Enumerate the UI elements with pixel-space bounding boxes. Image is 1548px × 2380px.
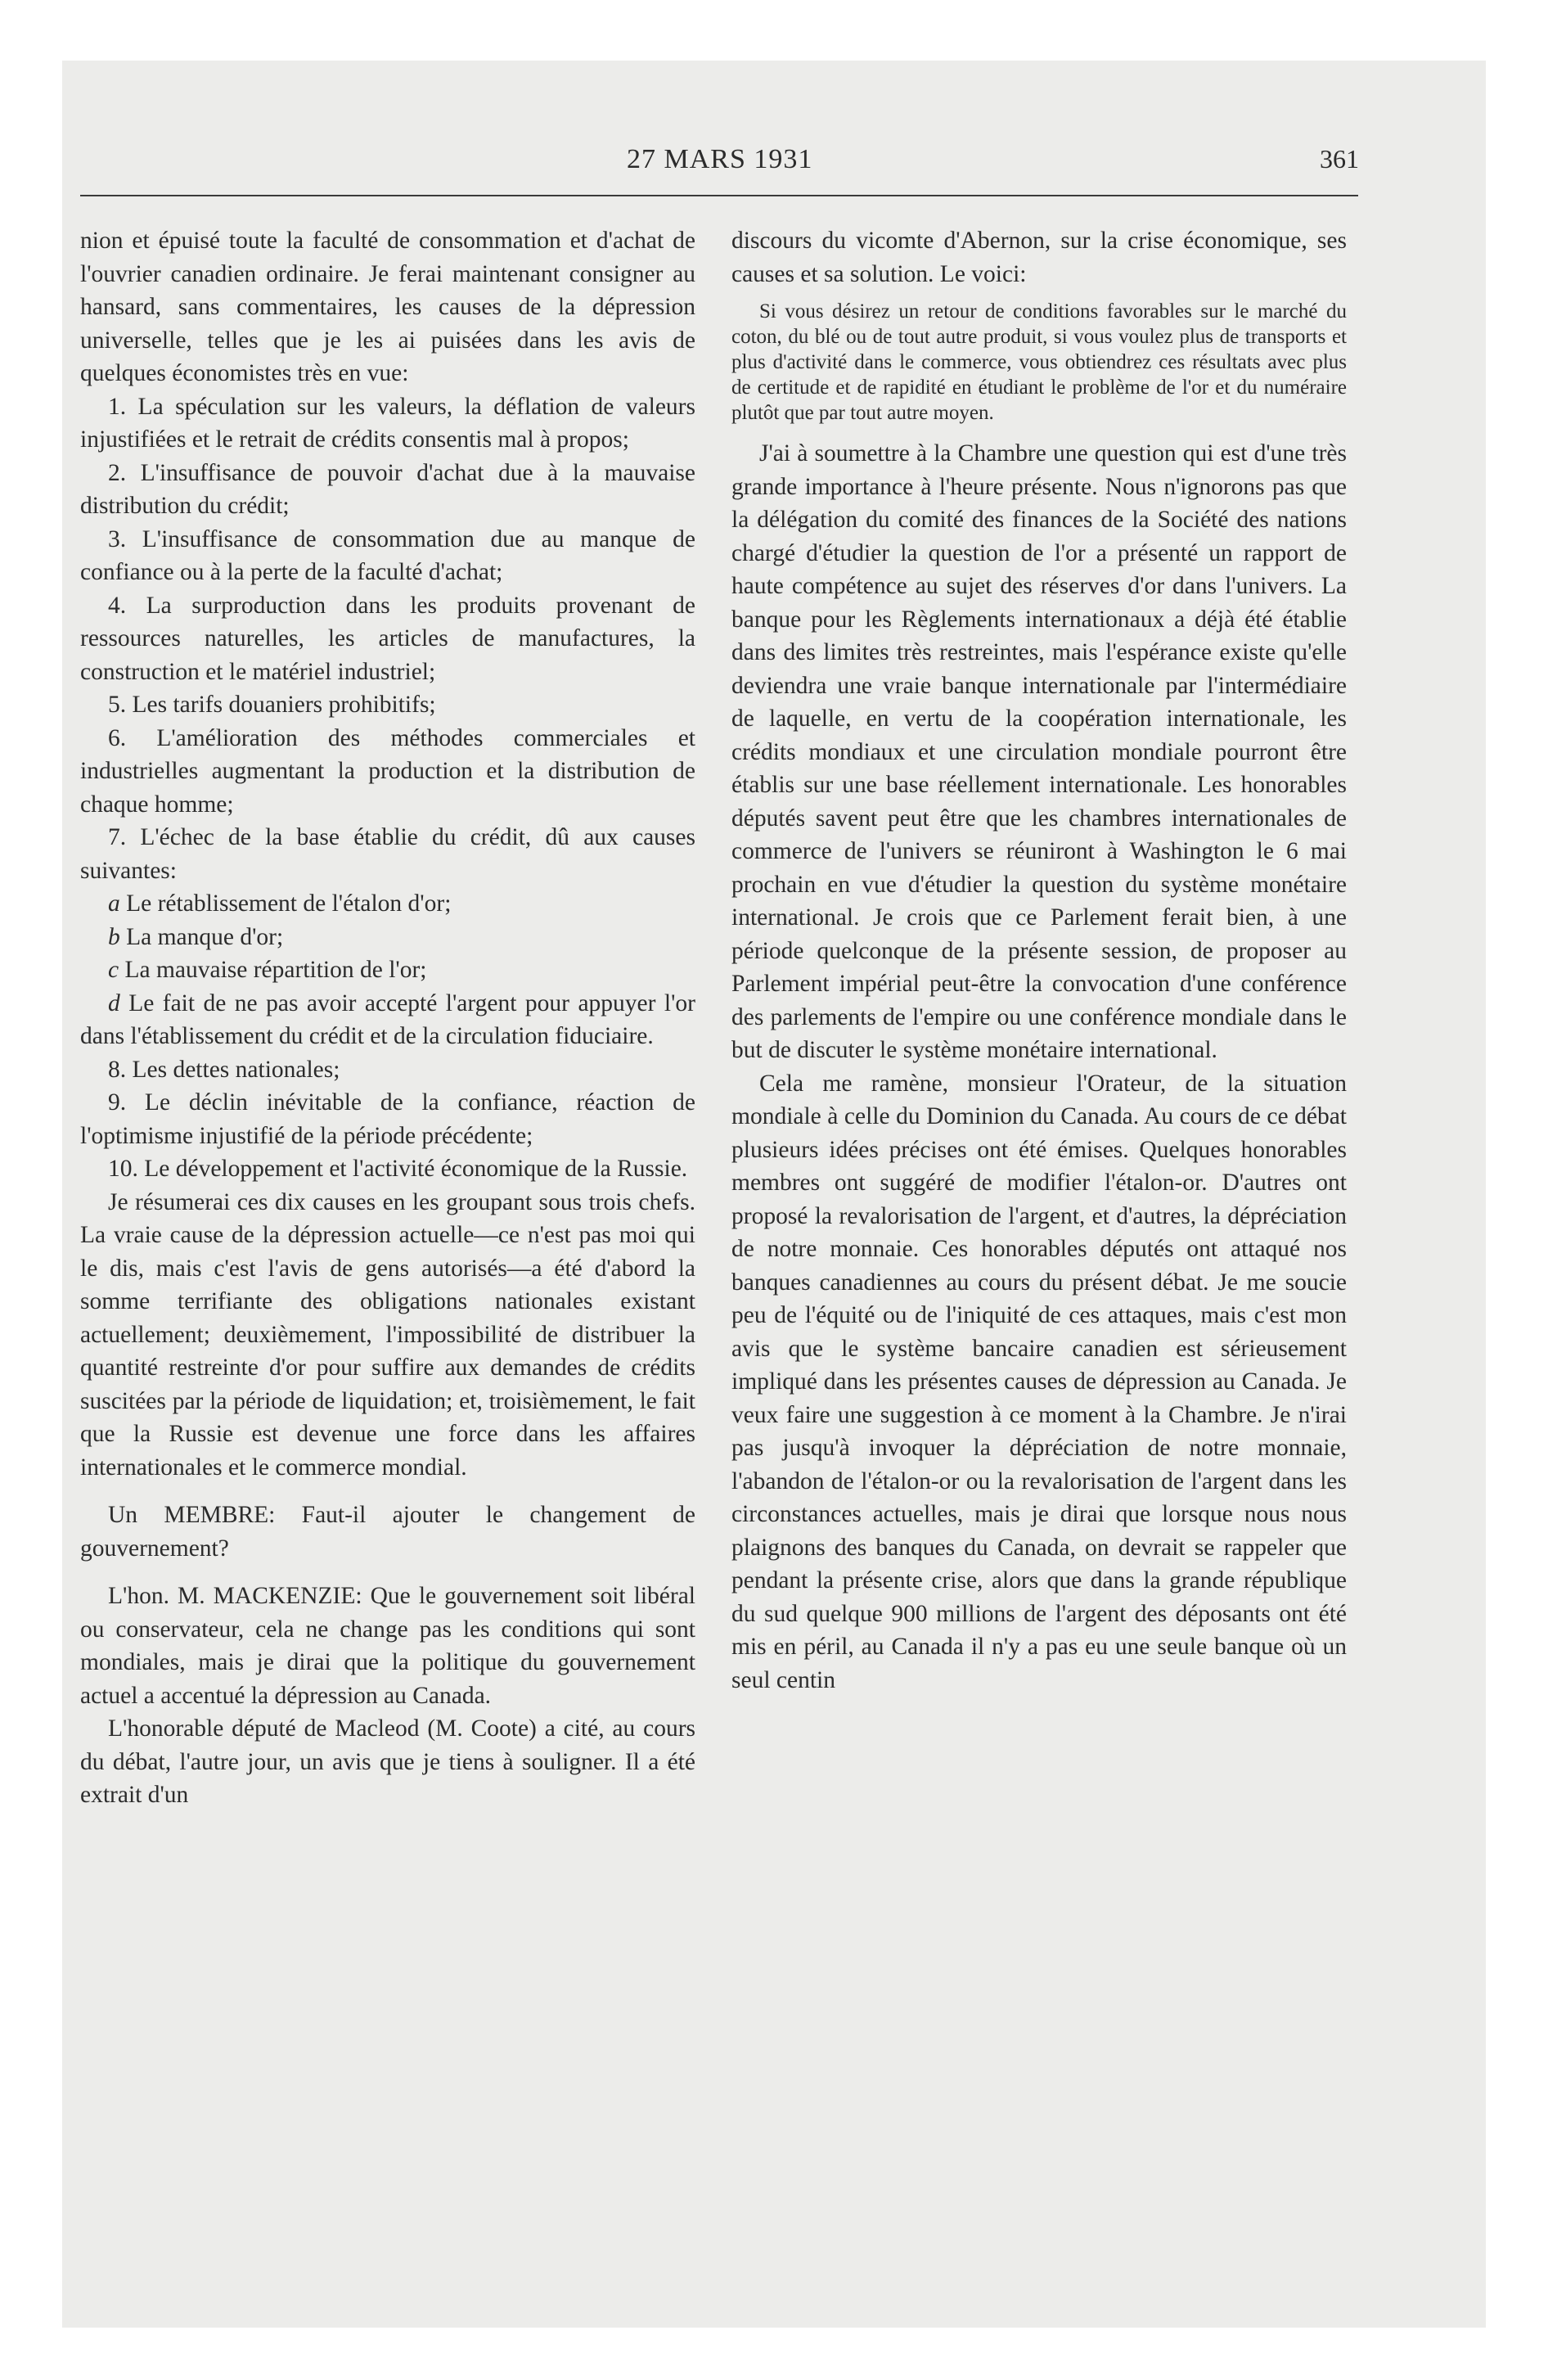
page-sheet (62, 61, 1486, 2328)
sub-item-letter: a (108, 890, 120, 917)
sub-item (80, 887, 695, 921)
list-item: 9. Le déclin inévitable de la confiance, réaction de l'optimisme injustifié de la période précédente; (80, 1089, 695, 1149)
page-date: 27 MARS 1931 (627, 144, 813, 174)
paragraph: Cela me ramène, monsieur l'Orateur, de la situation mondiale à celle du Dominion du Canada. Au cours de ce débat plusieurs idées précises ont été émises. Quelques honorables membres ont suggéré de modifier l'étalon-or. D'autres ont proposé la revalorisation de l'argent, et d'autres, la dépréciation de notre monnaie. Ces honorables députés ont attaqué nos banques canadiennes au cours du présent débat. Je me soucie peu de l'équité ou de l'iniquité de ces attaques, mais c'est mon avis que le système bancaire canadien est sérieusement impliqué dans les présentes causes de dépression au Canada. Je veux faire une suggestion à ce moment à la Chambre. Je n'irai pas jusqu'à invoquer la dépréciation de notre monnaie, l'abandon de l'étalon-or ou la revalorisation de l'argent dans les circonstances actuelles, mais je dirai que lorsque nous nous plaignons des banques du Canada, on devrait se rappeler que pendant la présente crise, alors que dans la grande république du sud quelque 900 millions de l'argent des déposants ont été mis en péril, au Canada il n'y a pas eu une seule banque où un seul centin (731, 1070, 1347, 1693)
page-number: 361 (1320, 144, 1359, 174)
left-column (80, 224, 695, 2213)
paragraph: L'honorable député de Macleod (M. Coote) a cité, au cours du débat, l'autre jour, un avis que je tiens à souligner. Il a été extrait d'un (80, 1715, 695, 1808)
sub-item (80, 953, 695, 987)
list-item: 4. La surproduction dans les produits provenant de ressources naturelles, les articles de manufactures, la construction et le matériel industriel; (80, 592, 695, 685)
sub-item-text: La manque d'or; (119, 923, 284, 950)
paragraph: L'hon. M. MACKENZIE: Que le gouvernement soit libéral ou conservateur, cela ne change pas les conditions qui sont mondiales, mais je dirai que la politique du gouvernement actuel a accentué la dépression au Canada. (80, 1583, 695, 1709)
list-item: 6. L'amélioration des méthodes commerciales et industrielles augmentant la production et la distribution de chaque homme; (80, 724, 695, 818)
list-item: 10. Le développement et l'activité économique de la Russie. (108, 1156, 688, 1182)
block-quote: Si vous désirez un retour de conditions favorables sur le marché du coton, du blé ou de tout autre produit, si vous voulez plus de transports et plus d'activité dans le commerce, vous obtiendrez ces résultats avec plus de certitude et de rapidité en étudiant le problème de l'or et du numéraire plutôt que par tout autre moyen. (731, 300, 1347, 424)
paragraph: Un MEMBRE: Faut-il ajouter le changement de gouvernement? (80, 1502, 695, 1562)
list-item: 7. L'échec de la base établie du crédit, dû aux causes suivantes: (80, 824, 695, 884)
sub-item-text: Le fait de ne pas avoir accepté l'argent pour appuyer l'or dans l'établissement du crédit et de la circulation fiduciaire. (80, 989, 695, 1049)
sub-item (80, 921, 695, 954)
page-header (62, 144, 1486, 193)
list-item: 8. Les dettes nationales; (108, 1056, 340, 1083)
sub-item-letter: c (108, 957, 119, 983)
paragraph: discours du vicomte d'Abernon, sur la crise économique, ses causes et sa solution. Le voici: (731, 228, 1347, 287)
list-item: 1. La spéculation sur les valeurs, la déflation de valeurs injustifiées et le retrait de crédits consentis mal à propos; (80, 393, 695, 453)
header-rule (80, 195, 1358, 196)
right-column (731, 224, 1347, 2213)
sub-item-text: La mauvaise répartition de l'or; (119, 957, 427, 983)
sub-item-text: Le rétablissement de l'étalon d'or; (119, 890, 452, 917)
paragraph: J'ai à soumettre à la Chambre une question qui est d'une très grande importance à l'heure présente. Nous n'ignorons pas que la délégation du comité des finances de la Société des nations chargé d'étudier la question de l'or a présenté un rapport de haute compétence au sujet des réserves d'or dans l'univers. La banque pour les Règlements internationaux a déjà été établie dans des limites très restreintes, mais l'espérance existe qu'elle deviendra une vraie banque internationale par l'intermédiaire de laquelle, en vertu de la coopération internationale, les crédits mondiaux et une circulation mondiale pourront être établis sur une base réellement internationale. Les honorables députés savent peut être que les chambres internationales de commerce de l'univers se réuniront à Washington le 6 mai prochain en vue d'étudier la question du système monétaire international. Je crois que ce Parlement ferait bien, à une période quelconque de la présente session, de proposer au Parlement impérial peut-être la convocation d'une conférence des parlements de l'empire ou une conférence mondiale dans le but de discuter le système monétaire international. (731, 440, 1347, 1063)
paragraph: nion et épuisé toute la faculté de consommation et d'achat de l'ouvrier canadien ordinaire. Je ferai maintenant consigner au hansard, sans commentaires, les causes de la dépression universelle, telles que je les ai puisées dans les avis de quelques économistes très en vue: (80, 228, 695, 386)
list-item: 5. Les tarifs douaniers prohibitifs; (108, 692, 436, 718)
sub-item-letter: d (108, 989, 120, 1016)
sub-item-letter: b (108, 923, 120, 950)
sub-item (80, 987, 695, 1053)
paragraph: Je résumerai ces dix causes en les groupant sous trois chefs. La vraie cause de la dépression actuelle—ce n'est pas moi qui le dis, mais c'est l'avis de gens autorisés—a été d'abord la somme terrifiante des obligations nationales existant actuellement; deuxièmement, l'impossibilité de distribuer la quantité restreinte d'or pour suffire aux demandes de crédits suscitées par la période de liquidation; et, troisièmement, le fait que la Russie est devenue une force dans les affaires internationales et le commerce mondial. (80, 1188, 695, 1481)
list-item: 3. L'insuffisance de consommation due au manque de confiance ou à la perte de la faculté d'achat; (80, 525, 695, 585)
list-item: 2. L'insuffisance de pouvoir d'achat due à la mauvaise distribution du crédit; (80, 459, 695, 519)
